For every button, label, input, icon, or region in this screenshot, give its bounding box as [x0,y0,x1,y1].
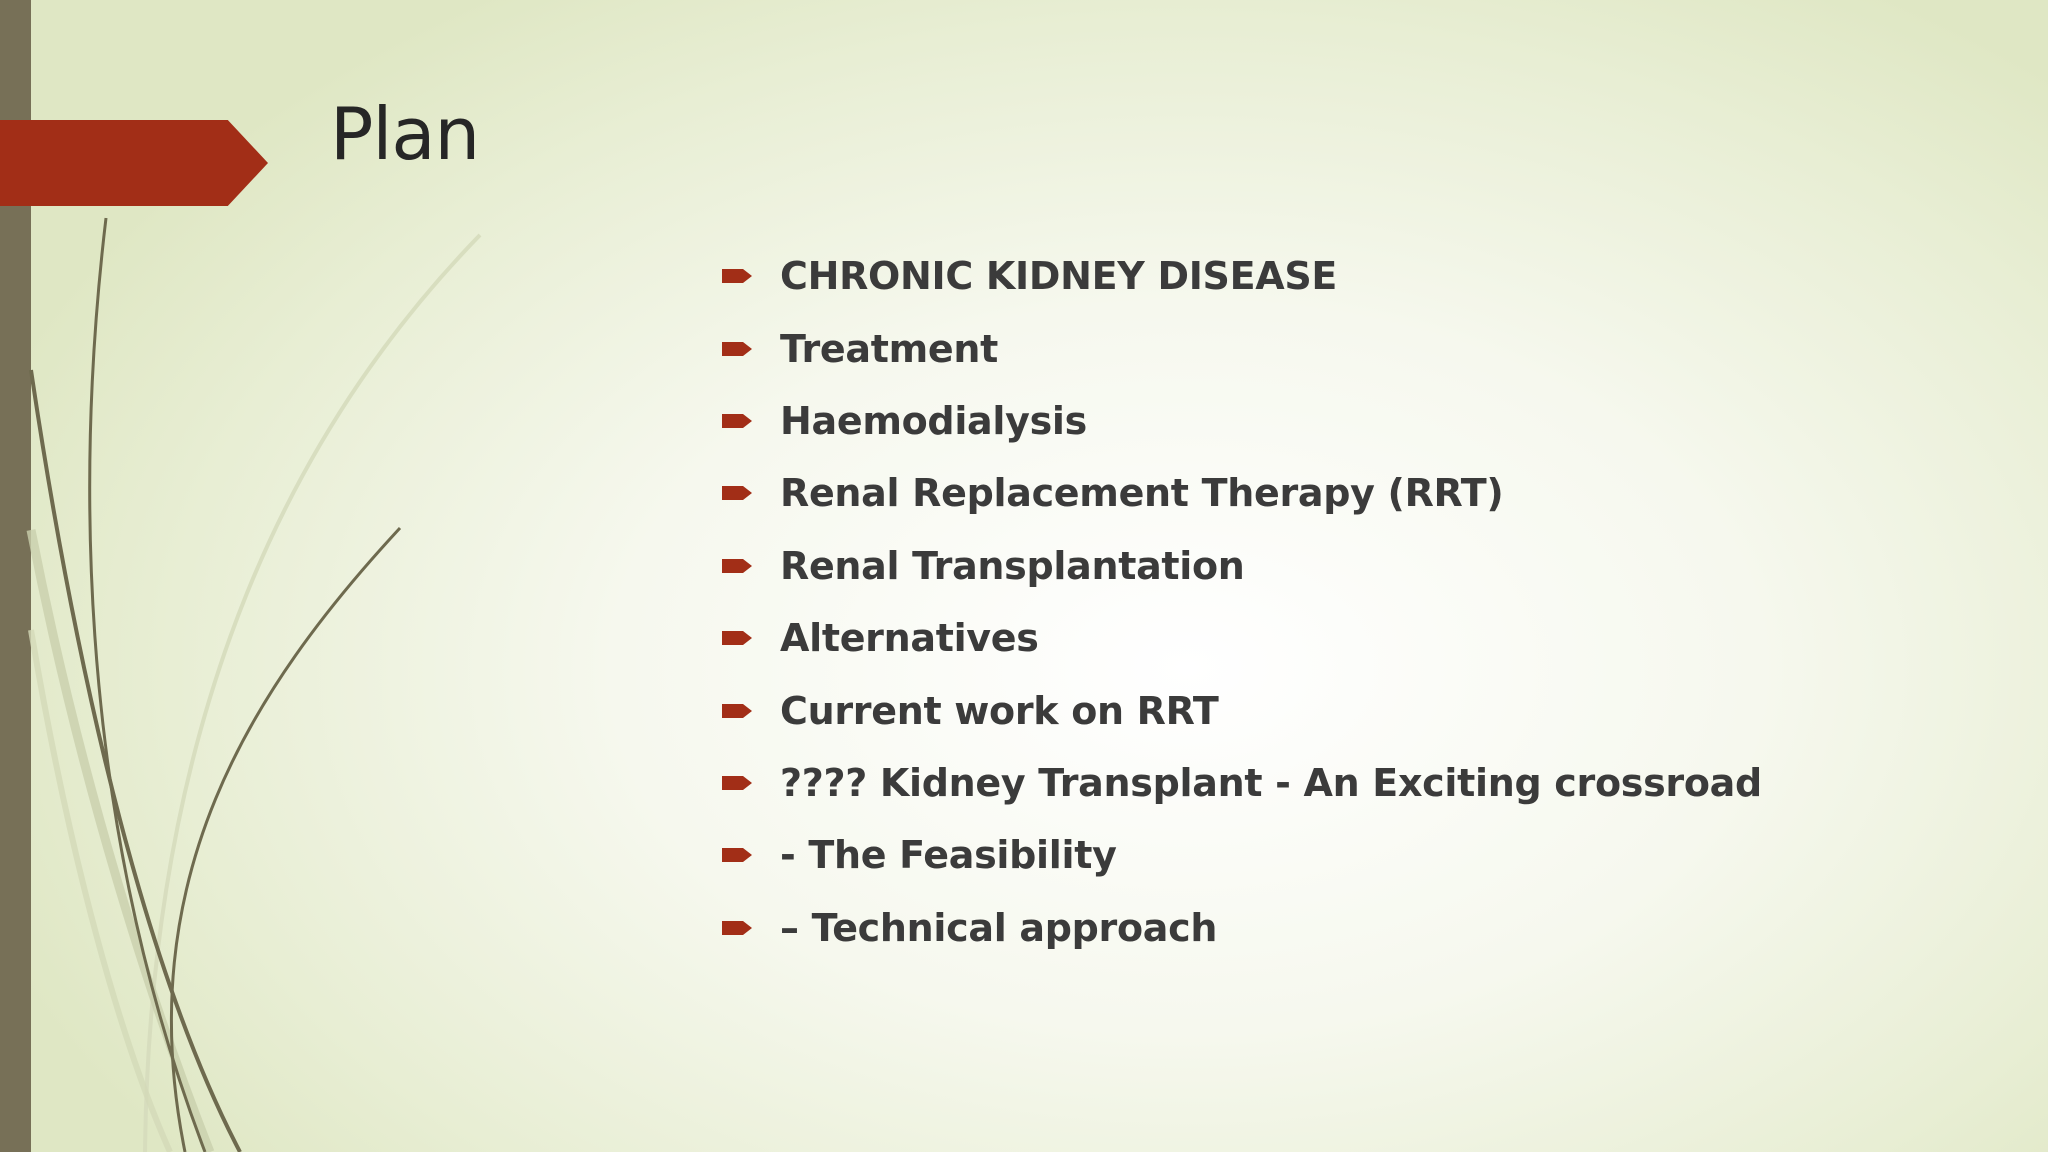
bullet-list [720,240,1762,964]
arrow-bullet-icon [720,917,754,939]
bullet-text: Renal Transplantation [780,543,1245,588]
arrow-bullet-icon [720,410,754,432]
arrow-bullet-icon [720,555,754,577]
bullet-item [720,892,1762,964]
arrow-bullet-icon [720,338,754,360]
bullet-text: Alternatives [780,616,1039,661]
title-arrow-banner [0,120,268,206]
bullet-item [720,530,1762,602]
arrow-bullet-icon [720,627,754,649]
bullet-text: Treatment [780,326,998,371]
arrow-bullet-icon [720,772,754,794]
bullet-text: - The Feasibility [780,833,1117,878]
bullet-text: ???? Kidney Transplant - An Exciting crossroad [780,760,1762,805]
arrow-bullet-icon [720,482,754,504]
bullet-text: Current work on RRT [780,688,1219,733]
arrow-bullet-icon [720,265,754,287]
bullet-text: Haemodialysis [780,398,1087,443]
bullet-item [720,819,1762,891]
bullet-item [720,312,1762,384]
arrow-bullet-icon [720,844,754,866]
bullet-item [720,674,1762,746]
bullet-item [720,385,1762,457]
bullet-item [720,602,1762,674]
bullet-item [720,747,1762,819]
bullet-item [720,457,1762,529]
bullet-item [720,240,1762,312]
bullet-text: – Technical approach [780,905,1218,950]
slide-title: Plan [330,92,480,176]
bullet-text: CHRONIC KIDNEY DISEASE [780,254,1338,299]
bullet-text: Renal Replacement Therapy (RRT) [780,471,1504,516]
arrow-bullet-icon [720,700,754,722]
